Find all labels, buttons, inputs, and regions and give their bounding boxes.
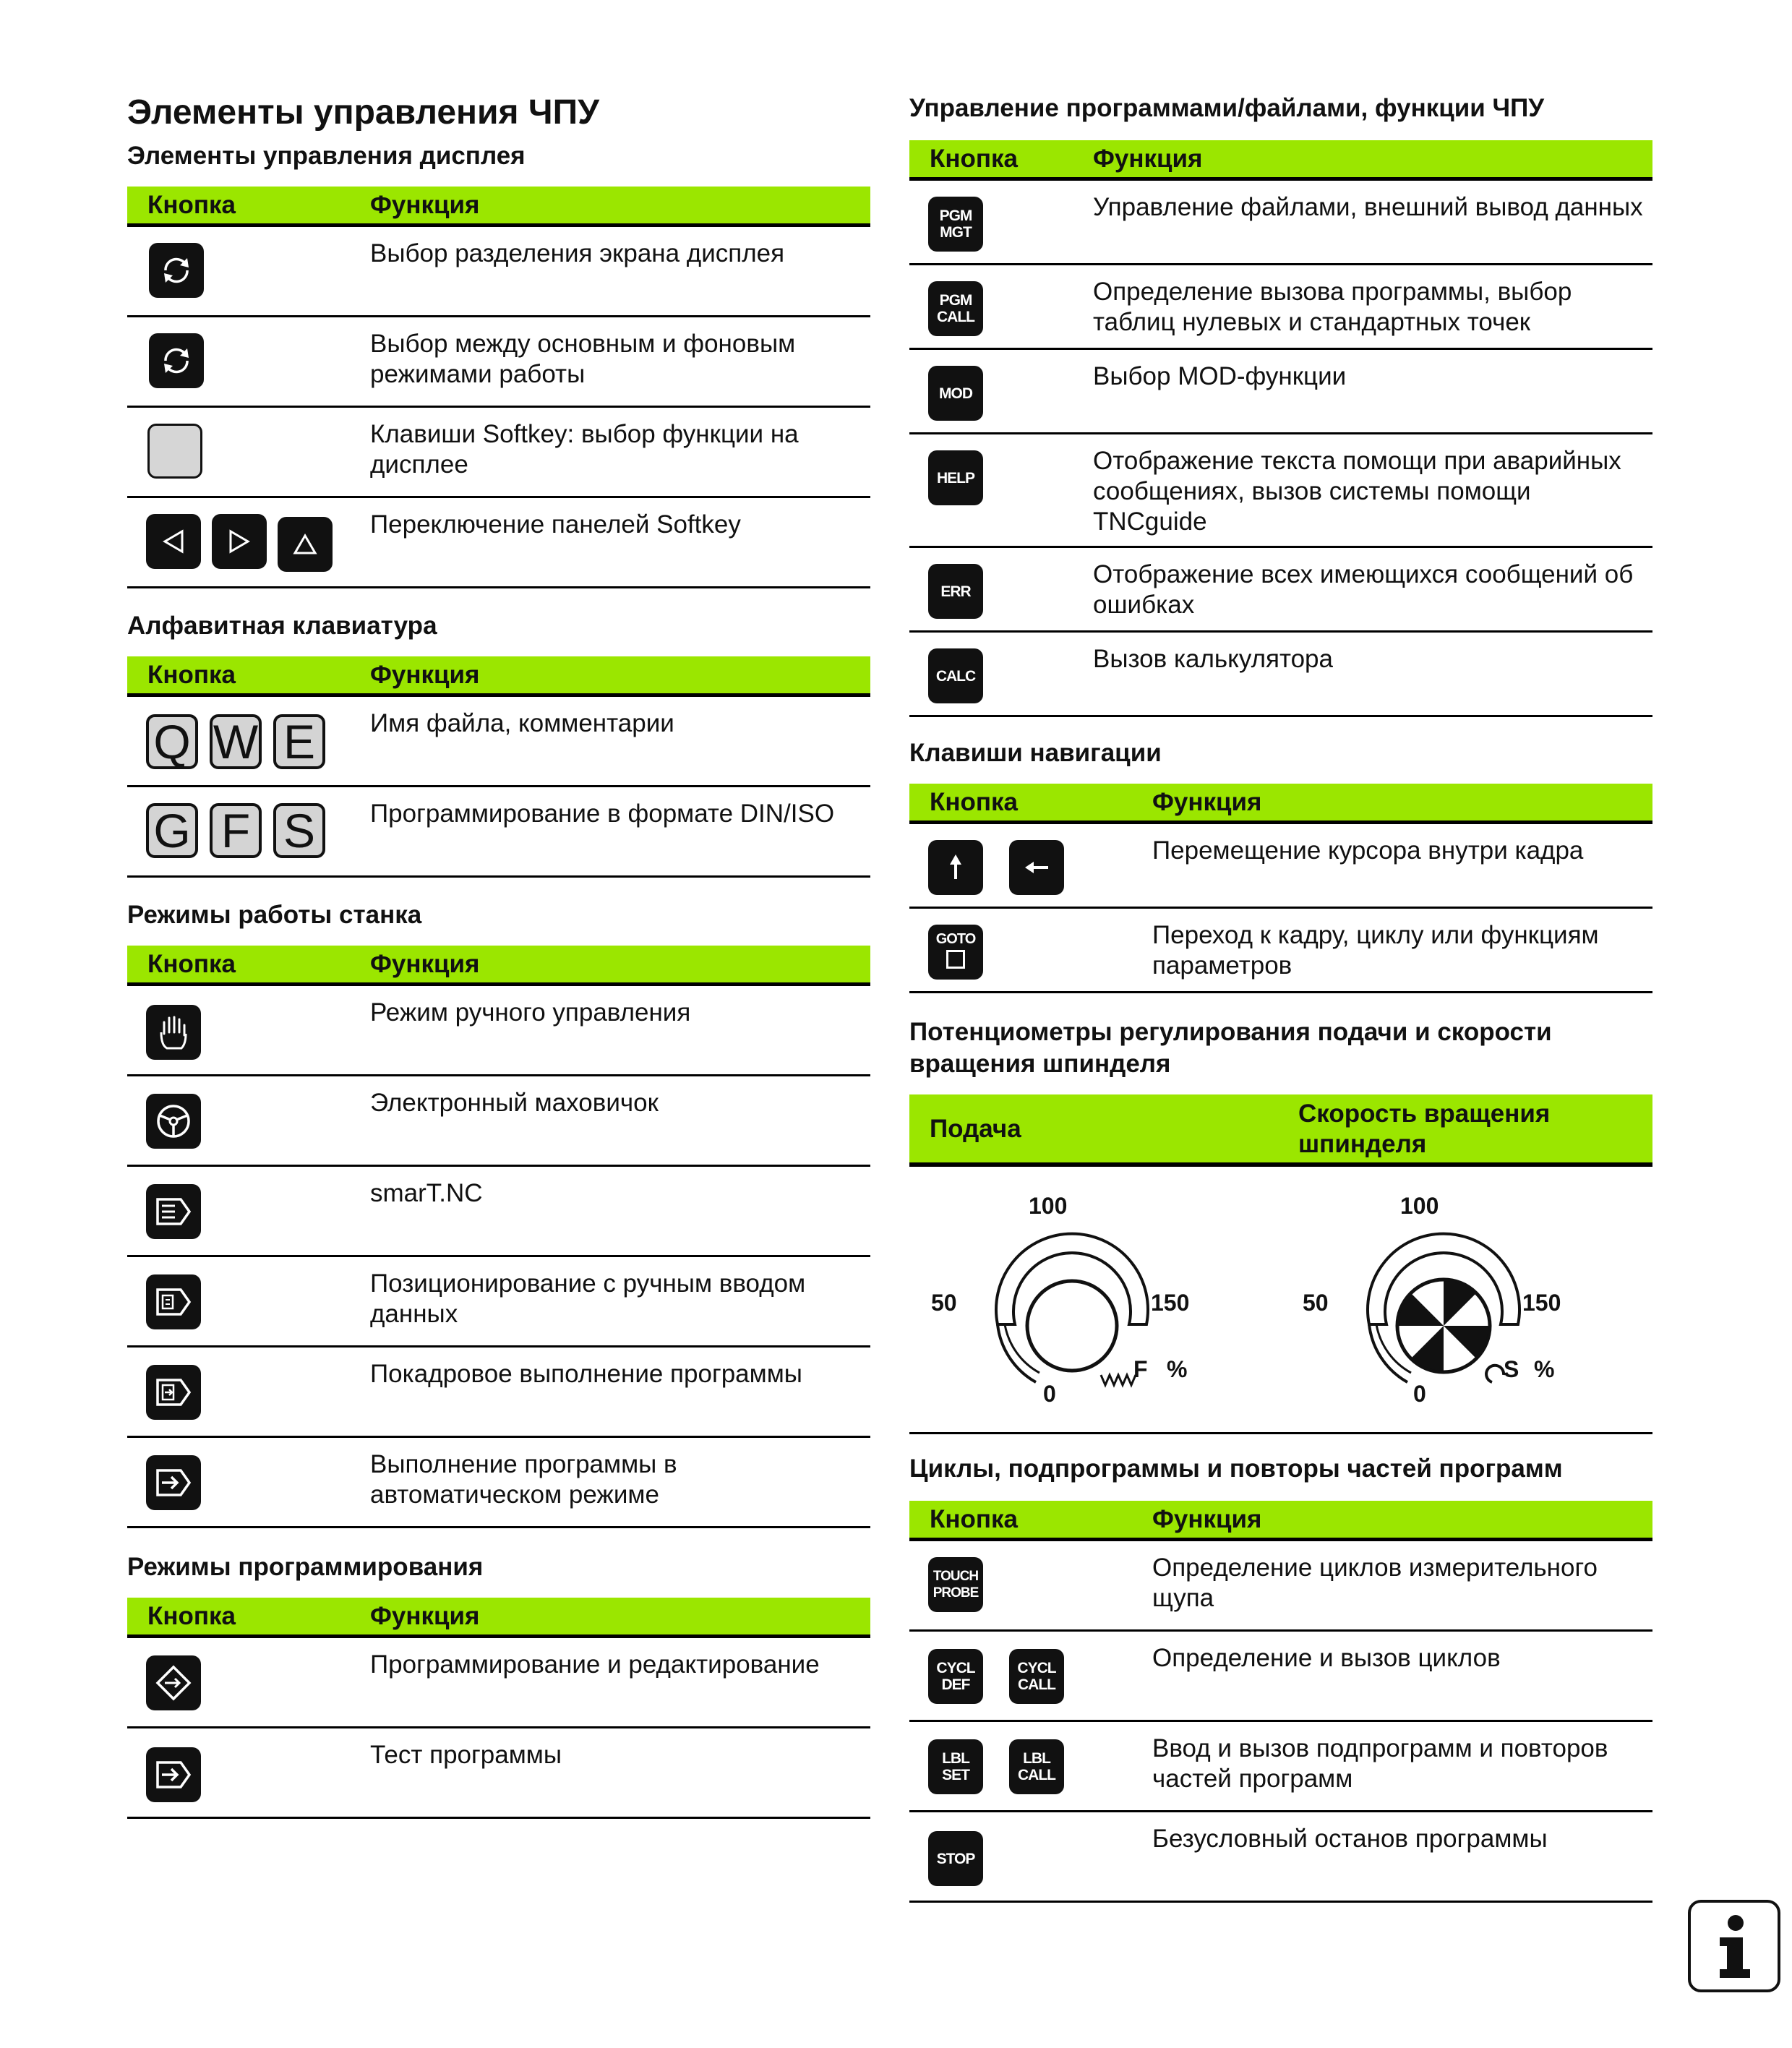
row-function: Отображение текста помощи при аварийных сообщениях, вызов системы помощи TNCguide xyxy=(1093,447,1621,536)
row-function: Безусловный останов программы xyxy=(1152,1825,1548,1853)
cursor-left-key[interactable] xyxy=(1009,840,1064,895)
screen-layout-key[interactable] xyxy=(149,243,204,298)
table-header xyxy=(909,1501,1652,1541)
row-function: smarT.NC xyxy=(370,1179,483,1207)
stop-key[interactable] xyxy=(928,1831,983,1886)
section-title-navigation: Клавиши навигации xyxy=(909,739,1162,767)
key-label: CYCL xyxy=(1017,1660,1056,1676)
pgm-mgt-key[interactable] xyxy=(928,197,983,252)
header-key: Кнопка xyxy=(147,1602,236,1630)
row-function: Отображение всех имеющихся сообщений об ошибках xyxy=(1093,560,1634,619)
cycle-arrows-icon xyxy=(158,343,194,379)
key-label: PROBE xyxy=(933,1585,979,1601)
table-row xyxy=(127,498,870,588)
softkey-left-key[interactable] xyxy=(146,514,201,569)
table-row xyxy=(127,1348,870,1438)
test-run-icon xyxy=(153,1757,194,1793)
table-row xyxy=(127,1257,870,1348)
manual-mode-key[interactable] xyxy=(146,1005,201,1060)
table-header xyxy=(127,656,870,697)
section-title-file-mgmt: Управление программами/файлами, функции ЧПУ xyxy=(909,94,1545,122)
programming-key[interactable] xyxy=(146,1655,201,1710)
table-row xyxy=(909,350,1652,434)
key-label: STOP xyxy=(936,1850,975,1867)
goto-square-icon xyxy=(946,950,965,969)
mdi-icon xyxy=(153,1284,194,1320)
row-function: Выполнение программы в автоматическом режиме xyxy=(370,1450,677,1509)
spindle-scale-50: 50 xyxy=(1303,1290,1329,1316)
mdi-key[interactable] xyxy=(146,1274,201,1329)
single-block-key[interactable] xyxy=(146,1365,201,1420)
feed-symbol-percent: % xyxy=(1167,1356,1188,1382)
goto-key[interactable] xyxy=(928,925,983,980)
diamond-arrow-icon xyxy=(153,1663,194,1703)
key-label: HELP xyxy=(936,469,974,487)
feed-scale-0: 0 xyxy=(1043,1381,1056,1407)
triangle-right-icon xyxy=(223,526,255,557)
feed-symbol-f: F xyxy=(1133,1356,1148,1382)
steering-wheel-icon xyxy=(153,1101,194,1141)
spindle-scale-100: 100 xyxy=(1400,1193,1439,1219)
spindle-scale-0: 0 xyxy=(1413,1381,1426,1407)
section-title-prog-modes: Режимы программирования xyxy=(127,1553,484,1581)
lbl-set-key[interactable] xyxy=(928,1739,983,1794)
auto-run-key[interactable] xyxy=(146,1455,201,1510)
table-row xyxy=(909,181,1652,265)
row-function: Позиционирование с ручным вводом данных xyxy=(370,1269,806,1328)
table-row xyxy=(909,1722,1652,1812)
spindle-label: Скорость вращения шпинделя xyxy=(1298,1100,1551,1158)
touch-probe-key[interactable] xyxy=(928,1557,983,1612)
feed-scale-100: 100 xyxy=(1029,1193,1068,1219)
header-key: Кнопка xyxy=(147,191,236,219)
machine-modes-table xyxy=(127,946,870,1528)
softkey-up-key[interactable] xyxy=(278,517,333,572)
row-function: Выбор MOD-функции xyxy=(1093,362,1347,390)
header-key: Кнопка xyxy=(930,1505,1019,1533)
row-function: Клавиши Softkey: выбор функции на дисплее xyxy=(370,420,799,479)
mod-key[interactable] xyxy=(928,366,983,421)
prog-modes-table xyxy=(127,1598,870,1819)
section-title-display: Элементы управления дисплея xyxy=(127,142,526,170)
feed-label: Подача xyxy=(930,1115,1021,1143)
key-label: CYCL xyxy=(936,1660,975,1676)
key-label: LBL xyxy=(942,1750,969,1767)
key-f[interactable]: F xyxy=(210,803,262,858)
header-function: Функция xyxy=(1093,145,1203,173)
hand-icon xyxy=(155,1012,192,1053)
table-row xyxy=(127,408,870,498)
arrow-up-icon xyxy=(941,852,970,883)
row-function: Перемещение курсора внутри кадра xyxy=(1152,836,1584,865)
table-row xyxy=(127,697,870,787)
table-header xyxy=(127,187,870,227)
table-row xyxy=(909,1632,1652,1722)
row-function: Электронный маховичок xyxy=(370,1089,659,1117)
key-label: LBL xyxy=(1023,1750,1050,1767)
section-title-potentiometers: Потенциометры регулирования подачи и скорости вращения шпинделя xyxy=(909,1018,1552,1078)
key-label: DEF xyxy=(941,1676,970,1693)
section-title-alpha: Алфавитная клавиатура xyxy=(127,612,437,640)
triangle-left-icon xyxy=(158,526,189,557)
key-label: TOUCH xyxy=(933,1569,979,1584)
table-row xyxy=(127,1638,870,1728)
key-s[interactable]: S xyxy=(273,803,325,858)
row-function: Покадровое выполнение программы xyxy=(370,1360,802,1388)
table-row xyxy=(127,986,870,1076)
cursor-up-key[interactable] xyxy=(928,840,983,895)
key-label: MGT xyxy=(940,224,972,241)
file-mgmt-table xyxy=(909,140,1652,717)
row-function: Ввод и вызов подпрограмм и повторов частей программ xyxy=(1152,1734,1608,1793)
row-function: Вызов калькулятора xyxy=(1093,645,1333,673)
table-row xyxy=(127,227,870,317)
potentiometer-area xyxy=(909,1167,1652,1434)
header-function: Функция xyxy=(370,1602,480,1630)
page-title: Элементы управления ЧПУ xyxy=(127,93,599,132)
table-row xyxy=(909,434,1652,548)
table-row xyxy=(909,1812,1652,1903)
header-function: Функция xyxy=(1152,788,1262,816)
key-label: SET xyxy=(942,1767,969,1783)
key-label: CALL xyxy=(1017,1676,1055,1693)
row-function: Режим ручного управления xyxy=(370,998,691,1027)
pgm-call-key[interactable] xyxy=(928,281,983,336)
table-row xyxy=(909,824,1652,909)
info-glyph-icon xyxy=(1691,1903,1778,1989)
key-g[interactable]: G xyxy=(146,803,198,858)
feed-scale-50: 50 xyxy=(931,1290,957,1316)
table-header xyxy=(909,140,1652,181)
feed-scale-150: 150 xyxy=(1151,1290,1190,1316)
row-function: Определение вызова программы, выбор таблиц нулевых и стандартных точек xyxy=(1093,278,1572,336)
key-label: PGM xyxy=(939,207,972,224)
table-row xyxy=(909,548,1652,633)
rotation-icon xyxy=(1486,1366,1504,1382)
table-row xyxy=(127,1167,870,1257)
header-key: Кнопка xyxy=(930,145,1019,173)
info-icon[interactable] xyxy=(1688,1900,1780,1992)
auto-run-icon xyxy=(153,1465,194,1501)
key-label: CALL xyxy=(1018,1767,1055,1783)
softkey-key[interactable] xyxy=(147,424,202,479)
key-label: MOD xyxy=(939,385,972,402)
cycle-arrows-icon xyxy=(158,252,194,288)
row-function: Выбор разделения экрана дисплея xyxy=(370,239,785,267)
table-row xyxy=(909,909,1652,993)
header-function: Функция xyxy=(370,950,480,978)
arrow-left-icon xyxy=(1021,853,1053,882)
header-key: Кнопка xyxy=(930,788,1019,816)
row-function: Программирование и редактирование xyxy=(370,1650,820,1679)
row-function: Переход к кадру, циклу или функциям параметров xyxy=(1152,921,1599,980)
table-row xyxy=(909,633,1652,717)
single-block-icon xyxy=(153,1374,194,1410)
lbl-call-key[interactable] xyxy=(1009,1739,1064,1794)
potentiometers-panel xyxy=(909,1094,1652,1434)
help-key[interactable] xyxy=(928,450,983,505)
row-function: Управление файлами, внешний вывод данных xyxy=(1093,193,1643,221)
table-header xyxy=(909,784,1652,824)
table-row xyxy=(127,317,870,408)
softkey-right-key[interactable] xyxy=(212,514,267,569)
key-w[interactable]: W xyxy=(210,714,262,769)
handwheel-key[interactable] xyxy=(146,1094,201,1149)
table-row xyxy=(909,265,1652,350)
table-row xyxy=(909,1541,1652,1632)
key-label: CALL xyxy=(937,309,974,325)
row-function: Тест программы xyxy=(370,1741,562,1769)
table-header xyxy=(127,1598,870,1638)
section-title-cycles: Циклы, подпрограммы и повторы частей программ xyxy=(909,1454,1563,1483)
row-function: Определение циклов измерительного щупа xyxy=(1152,1554,1598,1612)
key-label: ERR xyxy=(940,583,971,600)
feed-zigzag-icon xyxy=(1101,1375,1136,1385)
key-label: CALC xyxy=(935,667,976,685)
row-function: Определение и вызов циклов xyxy=(1152,1644,1501,1672)
header-function: Функция xyxy=(370,191,480,219)
header-key: Кнопка xyxy=(147,950,236,978)
navigation-table xyxy=(909,784,1652,993)
calc-key[interactable] xyxy=(928,648,983,703)
spindle-symbol-percent: % xyxy=(1534,1356,1555,1382)
triangle-up-icon xyxy=(289,528,321,560)
header-function: Функция xyxy=(370,661,480,689)
table-row xyxy=(127,787,870,878)
table-row xyxy=(127,1076,870,1167)
section-title-machine-modes: Режимы работы станка xyxy=(127,901,422,929)
cycl-def-key[interactable] xyxy=(928,1649,983,1704)
key-q[interactable]: Q xyxy=(146,714,198,769)
header-key: Кнопка xyxy=(147,661,236,689)
cycles-table xyxy=(909,1501,1652,1903)
cycl-call-key[interactable] xyxy=(1009,1649,1064,1704)
smartnc-icon xyxy=(153,1194,194,1230)
spindle-scale-150: 150 xyxy=(1522,1290,1561,1316)
test-run-key[interactable] xyxy=(146,1747,201,1802)
header-function: Функция xyxy=(1152,1505,1262,1533)
row-function: Переключение панелей Softkey xyxy=(370,510,741,539)
row-function: Имя файла, комментарии xyxy=(370,709,674,737)
key-label: PGM xyxy=(939,292,972,309)
spindle-symbol-s: S xyxy=(1504,1356,1519,1382)
key-e[interactable]: E xyxy=(273,714,325,769)
table-row xyxy=(127,1438,870,1528)
table-header xyxy=(127,946,870,986)
err-key[interactable] xyxy=(928,564,983,619)
display-table xyxy=(127,187,870,588)
potentiometer-header xyxy=(909,1094,1652,1167)
row-function: Выбор между основным и фоновым режимами работы xyxy=(370,330,796,388)
alpha-table xyxy=(127,656,870,878)
table-row xyxy=(127,1728,870,1819)
key-label: GOTO xyxy=(935,931,976,947)
mode-switch-key[interactable] xyxy=(149,333,204,388)
row-function: Программирование в формате DIN/ISO xyxy=(370,800,835,828)
smartnc-key[interactable] xyxy=(146,1184,201,1239)
